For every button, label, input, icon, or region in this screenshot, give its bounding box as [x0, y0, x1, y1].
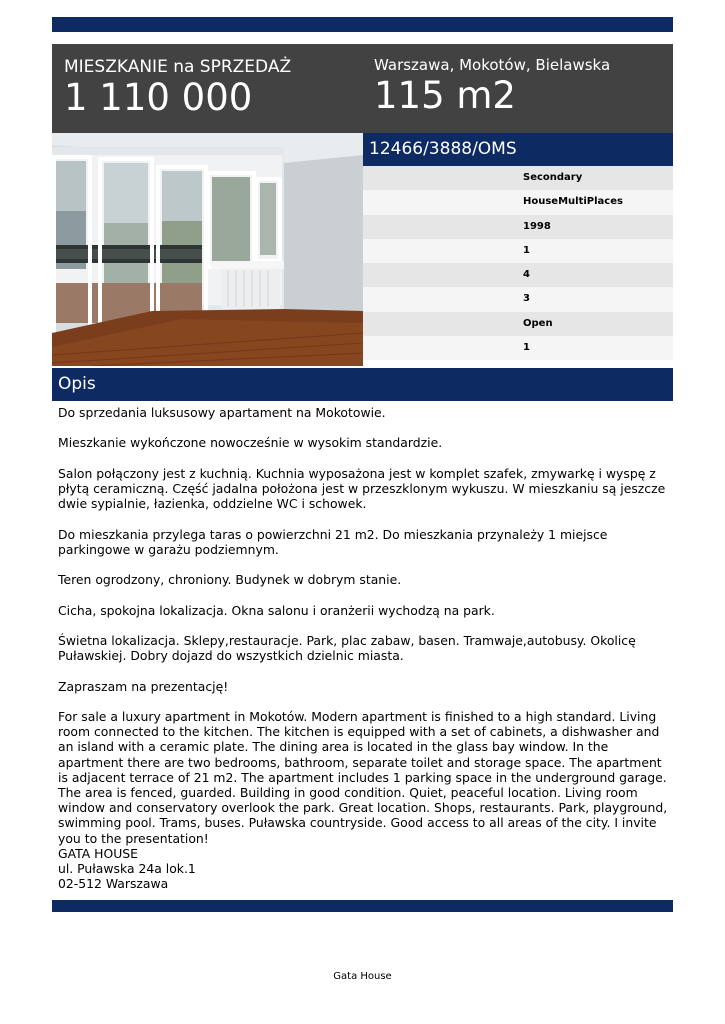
agency-city: 02-512 Warszawa [58, 876, 169, 892]
attribute-value: Open [523, 317, 553, 329]
section-title: Opis [58, 374, 96, 394]
attribute-value: 1998 [523, 220, 551, 232]
attribute-value: 3 [523, 293, 530, 305]
header-left [64, 56, 291, 118]
attribute-value: HouseMultiPlaces [523, 196, 623, 208]
attribute-row [363, 312, 673, 336]
page-footer: Gata House [333, 971, 392, 982]
description-paragraph: Cicha, spokojna lokalizacja. Okna salonu i oranżerii wychodzą na park. [58, 602, 495, 618]
description-paragraph: Salon połączony jest z kuchnią. Kuchnia wyposażona jest w komplet szafek, zmywarkę i wyspę z płytą ceramiczną. Część jadalna położona jest w przeszklonym wykuszu. W mieszkaniu są jeszcze dwie sypialnie, łazienka, oddzielne WC i schowek. [58, 465, 666, 512]
description-body [58, 405, 670, 891]
description-paragraph: Świetna lokalizacja. Sklepy,restauracje. Park, plac zabaw, basen. Tramwaje,autobusy. Okolicę Puławskiej. Dobry dojazd do wszystkich dzielnic miasta. [58, 632, 636, 664]
attribute-row [363, 190, 673, 214]
attribute-row [363, 336, 673, 360]
attribute-row [363, 166, 673, 190]
attribute-row [363, 239, 673, 263]
attributes-table [363, 166, 673, 360]
description-paragraph: Do sprzedania luksusowy apartament na Mokotowie. [58, 405, 386, 420]
attribute-row [363, 215, 673, 239]
top-accent-bar [52, 17, 673, 32]
agency-street: ul. Puławska 24a lok.1 [58, 860, 196, 876]
reference-number: 12466/3888/OMS [369, 139, 517, 159]
description-paragraph: Do mieszkania przylega taras o powierzchni 21 m2. Do mieszkania przynależy 1 miejsce parkingowe w garażu podziemnym. [58, 526, 608, 557]
listing-header [52, 44, 673, 133]
listing-price: 1 110 000 [64, 76, 253, 119]
agency-name: GATA HOUSE [58, 845, 138, 861]
reference-number-bar [363, 133, 673, 166]
listing-area: 115 m2 [374, 74, 516, 117]
header-right [374, 54, 610, 116]
listing-location: Warszawa, Mokotów, Bielawska [374, 56, 611, 74]
listing-type: MIESZKANIE na SPRZEDAŻ [64, 57, 292, 77]
attribute-value: 1 [523, 244, 530, 256]
description-paragraph: Teren ogrodzony, chroniony. Budynek w dobrym stanie. [58, 572, 402, 588]
description-section-header [52, 368, 673, 401]
attribute-row [363, 287, 673, 311]
description-paragraph: Mieszkanie wykończone nowocześnie w wysokim standardzie. [58, 435, 443, 451]
description-paragraph: Zapraszam na prezentację! [58, 678, 229, 694]
attribute-value: 4 [523, 269, 530, 281]
description-english: For sale a luxury apartment in Mokotów. Modern apartment is finished to a high standard. Living room connected to the kitchen. The kitchen is equipped with a set of cabinets, a dishwasher and an island with a ceramic plate. The dining area is located in the glass bay window. In the apartment there are two bedrooms, bathroom, separate toilet and storage space. The apartment is adjacent terrace of 21 m2. The apartment includes 1 parking space in the underground garage. The area is fenced, guarded. Building in good condition. Quiet, peaceful location. Living room window and conservatory overlook the park. Great location. Shops, restaurants. Park, playground, swimming pool. Trams, buses. Puławska countryside. Good access to all areas of the city. I invite you to the presentation! [58, 708, 668, 846]
attribute-row [363, 263, 673, 287]
apartment-photo [52, 133, 363, 366]
bottom-accent-bar [52, 900, 673, 912]
attribute-value: 1 [523, 342, 530, 354]
attribute-value: Secondary [523, 172, 583, 183]
